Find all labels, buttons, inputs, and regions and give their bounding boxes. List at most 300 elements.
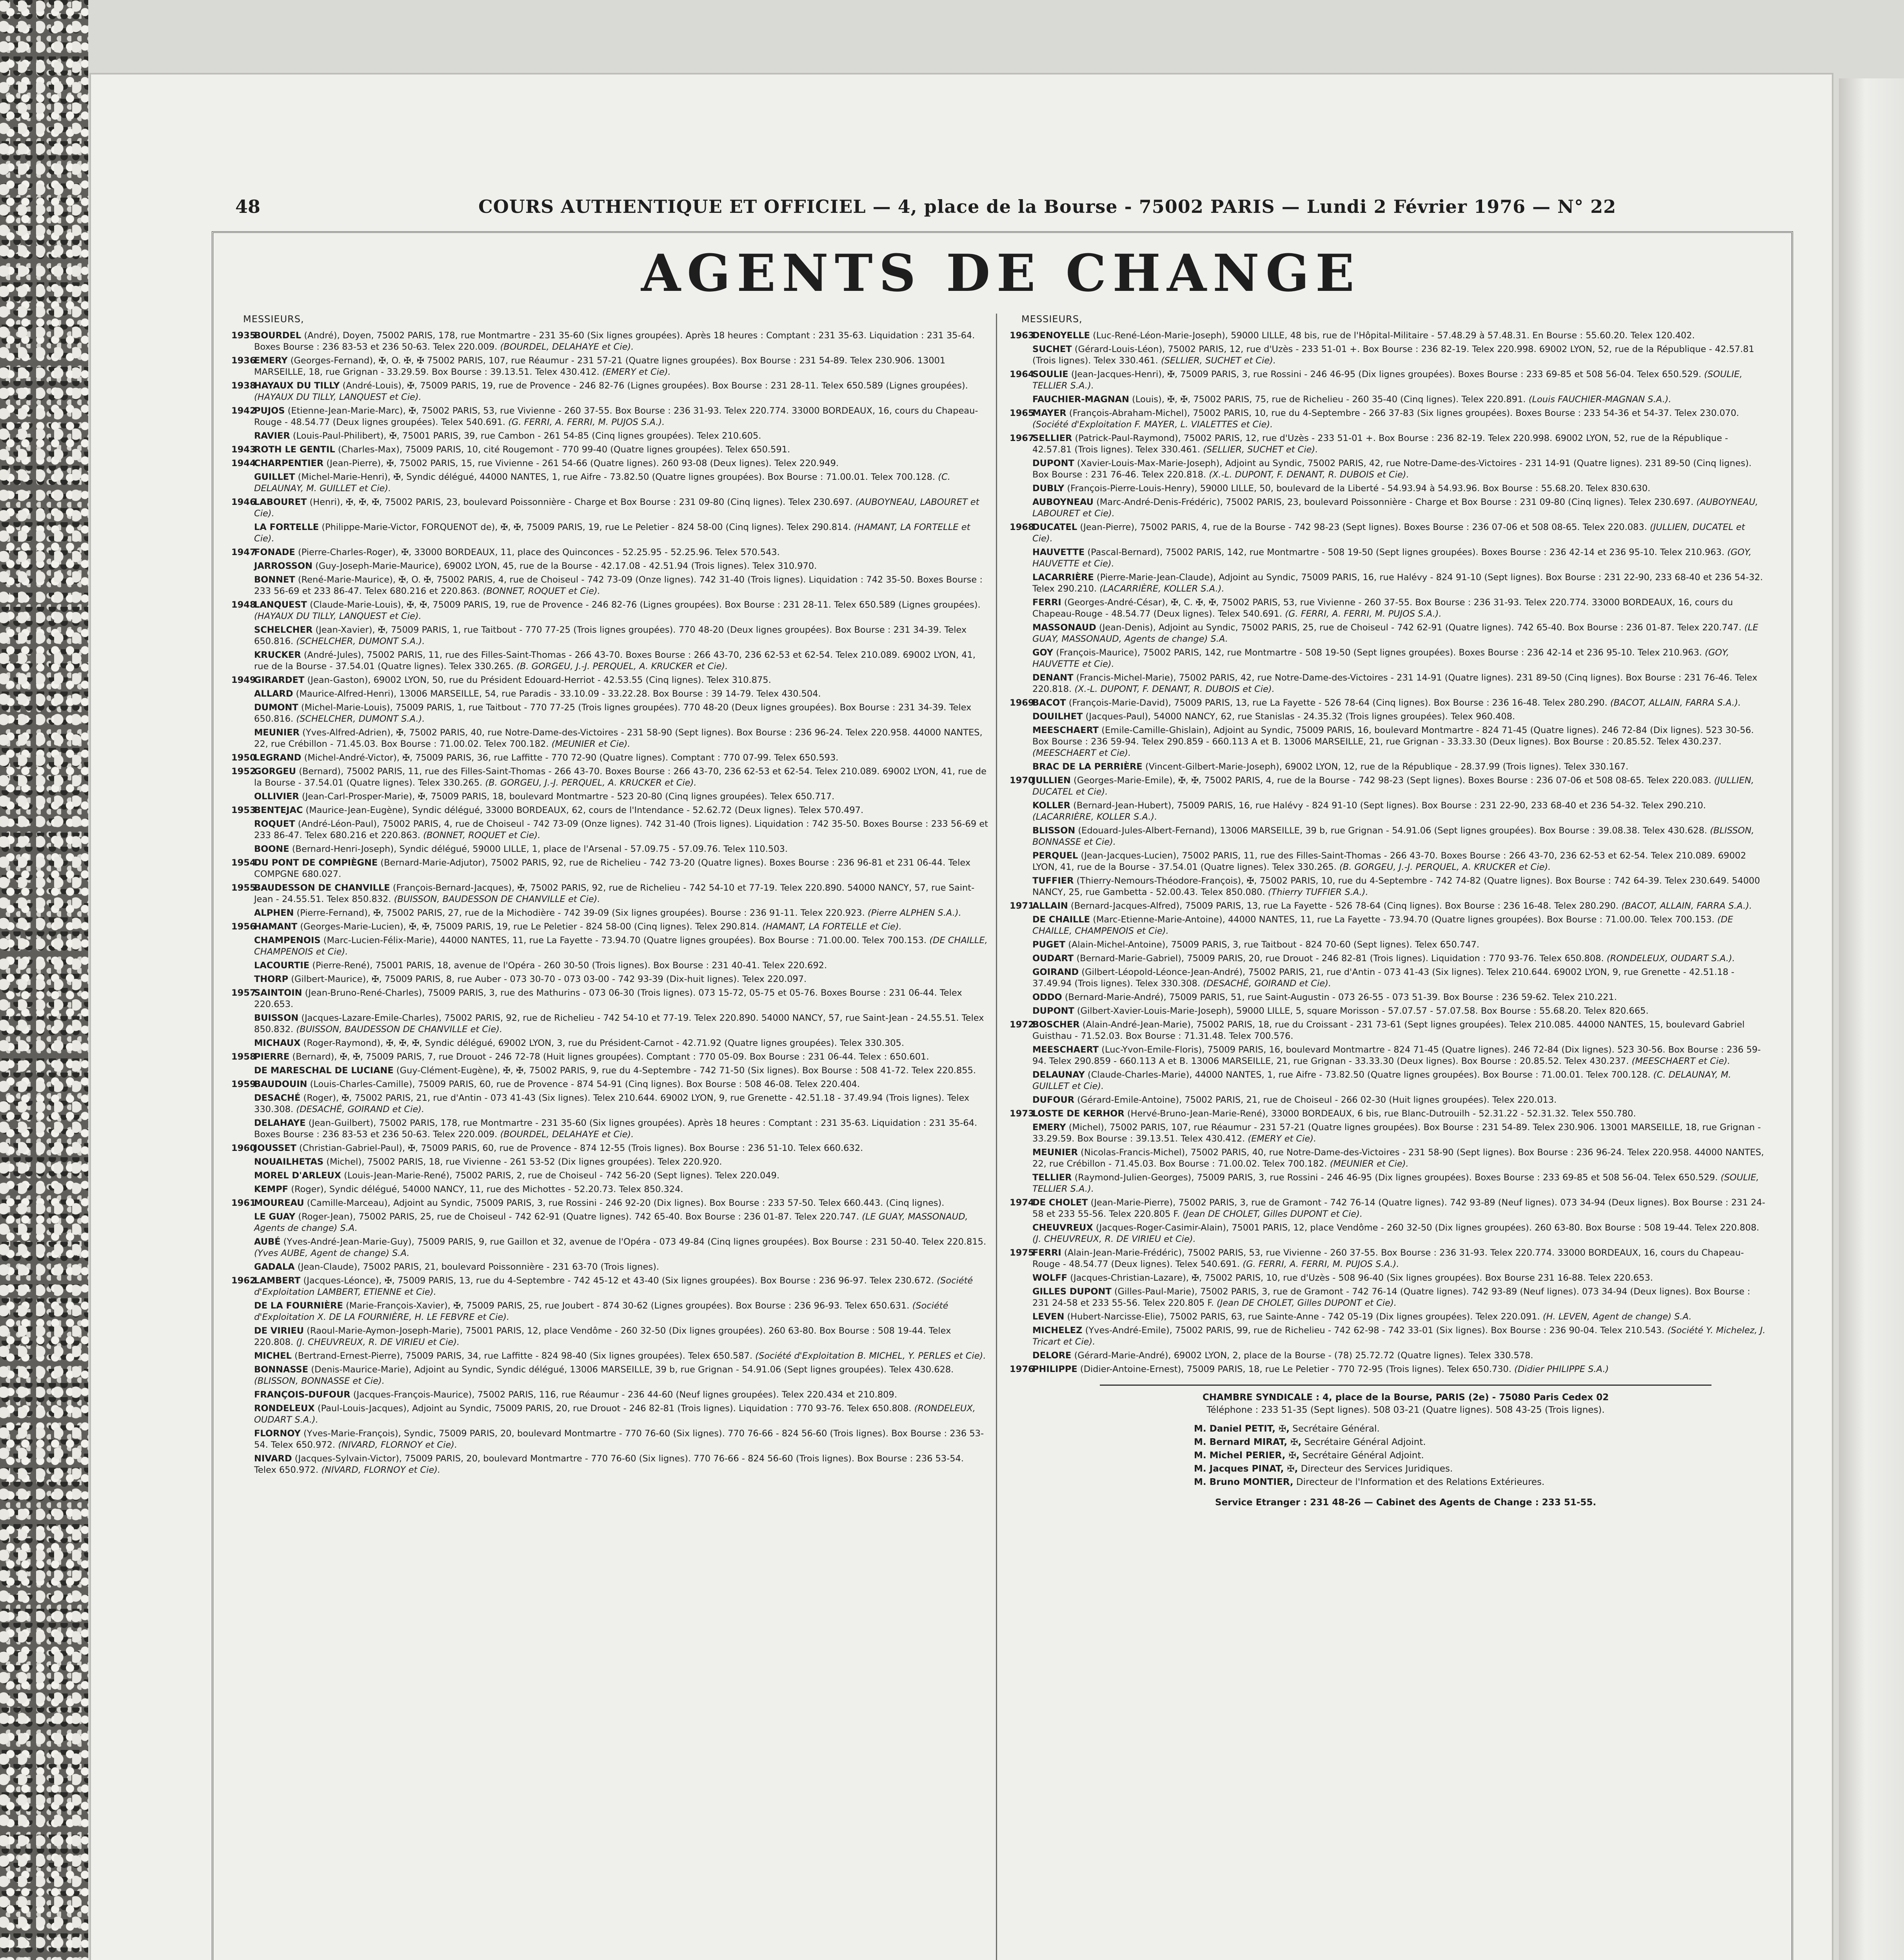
- entry-body: [1032, 483, 1766, 494]
- agent-entry: [231, 818, 988, 841]
- book-binding: [0, 0, 88, 1960]
- agent-details: (Francis-Michel-Marie), 75002 PARIS, 42, rue Notre-Dame-des-Victoires - 231 14-91 (Quatre lignes). 231 89-50 (Cinq lignes). Box Bourse : 231 76-46. Telex 220.818.: [1032, 673, 1757, 694]
- firm-note: (B. GORGEU, J.-J. PERQUEL, A. KRUCKER et Cie).: [485, 778, 697, 788]
- agent-details: (Roger), Syndic délégué, 54000 NANCY, 11, rue des Michottes - 52.20.73. Telex 850.324.: [291, 1184, 683, 1194]
- entry-body: [1032, 394, 1766, 405]
- agent-name: PERQUEL: [1032, 851, 1078, 861]
- entry-year: 1964: [1010, 369, 1034, 379]
- agent-name: GADALA: [254, 1262, 295, 1272]
- agent-name: THORP: [254, 974, 289, 984]
- entry-year: 1974: [1010, 1198, 1034, 1208]
- entry-year: [231, 844, 254, 855]
- agent-name: HAUVETTE: [1032, 547, 1085, 557]
- entry-body: [1032, 1350, 1766, 1361]
- agent-details: (Bernard-Jean-Hubert), 75009 PARIS, 16, rue Halévy - 824 91-10 (Sept lignes). Box Bourse : 231 22-90, 233 68-40 et 236 54-32. Telex 290.210.: [1073, 800, 1706, 811]
- entry-body: [254, 1156, 988, 1168]
- agent-entry: [231, 1275, 988, 1298]
- agent-name: MICHEL: [254, 1351, 292, 1361]
- entry-body: [1032, 369, 1766, 392]
- firm-note: (EMERY et Cie).: [1248, 1134, 1317, 1144]
- agent-name: DUBLY: [1032, 483, 1065, 494]
- entry-year: [1010, 1325, 1032, 1348]
- agent-name: MAYER: [1032, 408, 1066, 418]
- agent-details: (Claude-Charles-Marie), 44000 NANTES, 1, rue Aifre - 73.82.50 (Quatre lignes groupées). Box Bourse : 71.00.01. Telex 700.128.: [1087, 1070, 1651, 1080]
- entry-year: [1010, 1222, 1032, 1245]
- entry-year: [231, 1300, 254, 1323]
- agent-details: (Henri), ✠, ✠, ✠, 75002 PARIS, 23, boulevard Poissonnière - Charge et Box Bourse : 231 09-80 (Cinq lignes). Telex 230.697.: [309, 497, 853, 507]
- firm-note: (G. FERRI, A. FERRI, M. PUJOS S.A.).: [1285, 609, 1442, 619]
- firm-note: (BACOT, ALLAIN, FARRA S.A.).: [1621, 901, 1752, 911]
- agent-name: JARROSSON: [254, 561, 312, 571]
- agent-entry: [1010, 622, 1766, 645]
- entry-body: [1032, 1272, 1766, 1284]
- agent-details: (André), Doyen, 75002 PARIS, 178, rue Montmartre - 231 35-60 (Six lignes groupées). Après 18 heures : Comptant : 231 35-63. Liquidation : 231 35-64. Boxes Bourse : 236 83-53 et 236 50-63. Telex 220.009.: [254, 330, 975, 352]
- entry-body: [1032, 992, 1766, 1003]
- agent-entry: [1010, 1286, 1766, 1309]
- entry-body: [1032, 775, 1766, 798]
- agent-entry: [1010, 900, 1766, 912]
- agent-entry: [231, 805, 988, 816]
- agent-entry: [231, 1038, 988, 1049]
- firm-note: (LACARRIÈRE, KOLLER S.A.).: [1099, 584, 1225, 594]
- agent-name: PIERRE: [254, 1052, 290, 1062]
- firm-note: (HAYAUX DU TILLY, LANQUEST et Cie).: [254, 392, 421, 402]
- entry-body: [254, 935, 988, 958]
- entry-year: [231, 522, 254, 544]
- agent-name: DELORE: [1032, 1350, 1072, 1361]
- entry-body: [254, 1143, 988, 1154]
- entry-body: [254, 561, 988, 572]
- entry-body: [1032, 1311, 1766, 1323]
- entry-year: [231, 702, 254, 725]
- member-role: Secrétaire Général Adjoint.: [1304, 1437, 1426, 1447]
- agent-name: ROTH LE GENTIL: [254, 445, 335, 455]
- agent-details: (Roger-Raymond), ✠, ✠, ✠, Syndic délégué, 69002 LYON, 3, rue du Président-Carnot - 42.71.92 (Quatre lignes groupées). Telex 330.305.: [303, 1038, 905, 1048]
- agent-details: (Jacques-Roger-Casimir-Alain), 75001 PARIS, 12, place Vendôme - 260 32-50 (Dix lignes groupées). 260 63-80. Box Bourse : 508 19-44. Telex 220.808.: [1096, 1223, 1759, 1233]
- entry-body: [254, 1236, 988, 1259]
- firm-note: (B. GORGEU, J.-J. PERQUEL, A. KRUCKER et Cie).: [1339, 862, 1551, 872]
- firm-note: (Jean DE CHOLET, Gilles DUPONT et Cie).: [1217, 1298, 1397, 1308]
- agent-details: (Georges-Fernand), ✠, O. ✠, ✠ 75002 PARIS, 107, rue Réaumur - 231 57-21 (Quatre lignes groupées). Box Bourse : 231 54-89. Telex 230.906. 13001 MARSEILLE, 18, rue Grignan - 33.29.59. Box Bourse : 39.13.51. Telex 430.412.: [254, 356, 946, 377]
- firm-note: (BONNET, ROQUET et Cie).: [483, 586, 600, 596]
- entry-year: [1010, 761, 1032, 773]
- agent-entry: [231, 1453, 988, 1476]
- agent-details: (Didier-Antoine-Ernest), 75009 PARIS, 18, rue Le Peletier - 770 72-95 (Trois lignes). Telex 650.730.: [1080, 1364, 1512, 1374]
- agent-details: (Jacques-Lazare-Emile-Charles), 75002 PARIS, 92, rue de Richelieu - 742 54-10 et 77-19. Telex 220.890. 54000 NANCY, 57, rue Saint-Jean - 24.55.51. Telex 850.832.: [254, 1013, 984, 1034]
- agent-entry: [1010, 497, 1766, 519]
- entry-year: 1953: [231, 805, 256, 815]
- firm-note: (BOURDEL, DELAHAYE et Cie).: [500, 1129, 634, 1140]
- agent-name: FLORNOY: [254, 1428, 301, 1439]
- agent-entry: [1010, 875, 1766, 898]
- agent-entry: [231, 766, 988, 789]
- agent-entry: [231, 547, 988, 558]
- agent-entry: [1010, 725, 1766, 759]
- firm-note: (GOY, HAUVETTE et Cie).: [1032, 648, 1729, 669]
- agent-details: (Roger-Jean), 75002 PARIS, 25, rue de Choiseul - 742 62-91 (Quatre lignes). 742 65-40. Box Bourse : 236 01-87. Telex 220.747.: [298, 1212, 859, 1222]
- firm-note: (LE GUAY, MASSONAUD, Agents de change) S.A.: [254, 1212, 968, 1233]
- entry-body: [254, 882, 988, 905]
- agent-details: (Philippe-Marie-Victor, FORQUENOT de), ✠, ✠, 75009 PARIS, 19, rue Le Peletier - 824 58-00 (Cinq lignes). Telex 290.814.: [322, 522, 851, 532]
- agent-details: (Raoul-Marie-Aymon-Joseph-Marie), 75001 PARIS, 12, place Vendôme - 260 32-50 (Dix lignes groupées). 260 63-80. Box Bourse : 508 19-44. Telex 220.808.: [254, 1326, 951, 1347]
- agent-details: (Michel-André-Victor), ✠, 75009 PARIS, 36, rue Laffitte - 770 72-90 (Quatre lignes). Comptant : 770 07-99. Telex 650.593.: [304, 753, 839, 763]
- firm-note: (SOULIE, TELLIER S.A.).: [1032, 1172, 1759, 1194]
- firm-note: (Société d'Exploitation LAMBERT, ETIENNE et Cie).: [254, 1276, 973, 1297]
- agent-name: MOUREAU: [254, 1198, 304, 1208]
- entry-body: [254, 624, 988, 647]
- entry-year: [231, 1403, 254, 1426]
- entry-year: [1010, 711, 1032, 722]
- agent-name: FERRI: [1032, 1248, 1061, 1258]
- agent-entry: [1010, 953, 1766, 964]
- entry-body: [254, 1325, 988, 1348]
- agent-name: DUPONT: [1032, 1006, 1074, 1016]
- member-name: M. Bernard MIRAT, ✠,: [1194, 1437, 1302, 1447]
- member-row: [1194, 1449, 1711, 1462]
- agent-details: (Claude-Marie-Louis), ✠, ✠, 75009 PARIS, 19, rue de Provence - 246 82-76 (Lignes groupées). Box Bourse : 231 28-11. Telex 650.589 (Lignes groupées).: [310, 600, 981, 610]
- firm-note: (SCHELCHER, DUMONT S.A.).: [296, 636, 425, 646]
- entry-year: 1952: [231, 766, 256, 777]
- entry-year: [1010, 967, 1032, 989]
- chambre-members: [1194, 1423, 1711, 1488]
- firm-note: (SCHELCHER, DUMONT S.A.).: [296, 714, 425, 724]
- column-divider: [996, 314, 997, 1960]
- agent-entry: [231, 1364, 988, 1387]
- entry-body: [254, 1350, 988, 1362]
- entry-year: [1010, 647, 1032, 670]
- entry-body: [254, 907, 988, 919]
- entry-body: [1032, 697, 1766, 709]
- entry-year: [1010, 825, 1032, 848]
- agent-details: (Nicolas-Francis-Michel), 75002 PARIS, 40, rue Notre-Dame-des-Victoires - 231 58-90 (Sept lignes). Box Bourse : 236 96-24. Telex 220.958. 44000 NANTES, 22, rue Crébillon - 71.45.03. Box Bourse : 71.00.02. Telex 700.182.: [1032, 1147, 1764, 1169]
- member-row: [1194, 1423, 1711, 1435]
- agent-details: (Louis), ✠, ✠, 75002 PARIS, 75, rue de Richelieu - 260 35-40 (Cinq lignes). Telex 220.891.: [1132, 394, 1526, 405]
- firm-note: (LACARRIÈRE, KOLLER S.A.).: [1032, 812, 1157, 822]
- agent-entry: [1010, 1172, 1766, 1195]
- agent-details: (François-Marie-David), 75009 PARIS, 13, rue La Fayette - 526 78-64 (Cinq lignes). Box Bourse : 236 16-48. Telex 280.290.: [1068, 698, 1608, 708]
- agent-details: (François-Abraham-Michel), 75002 PARIS, 10, rue du 4-Septembre - 266 37-83 (Six lignes groupées). Boxes Bourse : 233 54-36 et 54-37. Telex 230.070.: [1069, 408, 1739, 418]
- agent-entry: [1010, 647, 1766, 670]
- entry-body: [1032, 1364, 1766, 1375]
- agent-entry: [231, 727, 988, 750]
- agent-entry: [1010, 1044, 1766, 1067]
- firm-note: (H. LEVEN, Agent de change) S.A.: [1542, 1312, 1692, 1322]
- agent-name: GIRARDET: [254, 675, 305, 685]
- agent-details: (Jean-Carl-Prosper-Marie), ✠, 75009 PARIS, 18, boulevard Montmartre - 523 20-80 (Cinq lignes groupées). Telex 650.717.: [302, 791, 835, 802]
- entry-year: [231, 1156, 254, 1168]
- agent-details: (Jacques-François-Maurice), 75002 PARIS, 116, rue Réaumur - 236 44-60 (Neuf lignes groupées). Telex 220.434 et 210.809.: [353, 1390, 897, 1400]
- agent-details: (Gilbert-Léopold-Léonce-Jean-André), 75002 PARIS, 21, rue d'Antin - 073 41-43 (Six lignes). Telex 210.644. 69002 LYON, 9, rue Grenette - 42.51.18 - 37.49.94 (Trois lignes). Telex 330.308.: [1032, 967, 1735, 989]
- agent-name: DENOYELLE: [1032, 330, 1090, 341]
- agent-name: BONNASSE: [254, 1365, 309, 1375]
- entry-body: [254, 650, 988, 672]
- firm-note: (EMERY et Cie).: [602, 367, 671, 377]
- agent-entry: [1010, 1350, 1766, 1361]
- agent-entry: [231, 688, 988, 700]
- entry-body: [1032, 1286, 1766, 1309]
- agent-list-right: [1010, 330, 1766, 1375]
- agent-name: SELLIER: [1032, 433, 1072, 443]
- agent-details: (Jean-Xavier), ✠, 75009 PARIS, 1, rue Taitbout - 770 77-25 (Trois lignes groupées). 770 48-20 (Deux lignes groupées). Box Bourse : 231 34-39. Telex 650.816.: [254, 625, 967, 646]
- agent-details: (Roger), ✠, 75002 PARIS, 21, rue d'Antin - 073 41-43 (Six lignes). Telex 210.644. 69002 LYON, 9, rue Grenette - 42.51.18 - 37.49.94 (Trois lignes). Telex 330.308.: [254, 1093, 970, 1114]
- entry-body: [1032, 939, 1766, 951]
- agent-name: KOLLER: [1032, 800, 1070, 811]
- agent-details: (Luc-Yvon-Emile-Floris), 75009 PARIS, 16, boulevard Montmartre - 824 71-45 (Quatre lignes). 246 72-84 (Dix lignes). 523 30-56. Box Bourse : 236 59-94. Telex 290.859 - 660.113 A et B. 13006 MARSEILLE, 21, rue Grignan - 33.33.30 (Deux lignes). Box Bourse : 20.85.52. Telex 430.237.: [1032, 1045, 1761, 1066]
- firm-note: (MEUNIER et Cie).: [1330, 1159, 1409, 1169]
- entry-year: [231, 1038, 254, 1049]
- agent-list-left: [231, 330, 988, 1476]
- firm-note: (BACOT, ALLAIN, FARRA S.A.).: [1610, 698, 1741, 708]
- entry-year: [231, 727, 254, 750]
- agent-entry: [231, 1198, 988, 1209]
- entry-body: [1032, 622, 1766, 645]
- entry-year: [231, 1013, 254, 1035]
- agent-details: (Marc-André-Denis-Frédéric), 75002 PARIS, 23, boulevard Poissonnière - Charge et Box Bourse : 231 09-80 (Cinq lignes). Telex 230.697.: [1096, 497, 1694, 507]
- agent-details: (Jean-Pierre), 75002 PARIS, 4, rue de la Bourse - 742 98-23 (Sept lignes). Boxes Bourse : 236 07-06 et 508 08-65. Telex 220.083.: [1080, 522, 1647, 532]
- agent-details: (Jean-Jacques-Henri), ✠, 75009 PARIS, 3, rue Rossini - 246 46-95 (Dix lignes groupées). Boxes Bourse : 233 69-85 et 508 56-04. Telex 650.529.: [1071, 369, 1701, 379]
- agent-name: HAMANT: [254, 922, 298, 932]
- agent-details: (Gérard-Louis-Léon), 75002 PARIS, 12, rue d'Uzès - 233 51-01 +. Box Bourse : 236 82-19. Telex 220.998. 69002 LYON, 52, rue de la République - 42.57.81 (Trois lignes). Telex 330.461.: [1032, 344, 1755, 366]
- agent-details: (Bertrand-Ernest-Pierre), 75009 PARIS, 34, rue Laffitte - 824 98-40 (Six lignes groupées). Telex 650.587.: [294, 1351, 753, 1361]
- firm-note: (DESACHÉ, GOIRAND et Cie).: [296, 1104, 425, 1114]
- agent-entry: [1010, 344, 1766, 367]
- entry-year: 1971: [1010, 901, 1034, 911]
- entry-year: [231, 1261, 254, 1273]
- service-etranger: Service Etranger : 231 48-26 — Cabinet des Agents de Change : 233 51-55.: [1215, 1497, 1596, 1508]
- agent-name: OLLIVIER: [254, 791, 299, 802]
- entry-body: [254, 1051, 988, 1063]
- entry-body: [254, 330, 988, 353]
- agent-entry: [1010, 369, 1766, 392]
- firm-note: (Société Y. Michelez, J. Tricart et Cie).: [1032, 1325, 1766, 1347]
- entry-year: [1010, 953, 1032, 964]
- agent-entry: [231, 857, 988, 880]
- entry-year: 1943: [231, 445, 256, 455]
- agent-entry: [1010, 775, 1766, 798]
- agent-entry: [1010, 761, 1766, 773]
- agent-entry: [1010, 672, 1766, 695]
- agent-name: TUFFIER: [1032, 876, 1074, 886]
- entry-year: [231, 907, 254, 919]
- entry-body: [254, 1364, 988, 1387]
- entry-body: [254, 921, 988, 933]
- agent-entry: [1010, 992, 1766, 1003]
- firm-note: (Société d'Exploitation B. MICHEL, Y. PERLES et Cie).: [755, 1351, 986, 1361]
- entry-year: [231, 1093, 254, 1115]
- agent-entry: [1010, 939, 1766, 951]
- agent-details: (Jacques-Léonce), ✠, 75009 PARIS, 13, rue du 4-Septembre - 742 45-12 et 43-40 (Six lignes groupées). Box Bourse : 236 96-97. Telex 230.672.: [303, 1276, 934, 1286]
- entry-year: [1010, 344, 1032, 367]
- firm-note: (C. DELAUNAY, M. GUILLET et Cie).: [254, 472, 950, 494]
- entry-year: 1973: [1010, 1109, 1034, 1119]
- agent-entry: [1010, 1019, 1766, 1042]
- entry-year: [1010, 458, 1032, 481]
- firm-note: (BUISSON, BAUDESSON DE CHANVILLE et Cie).: [394, 894, 600, 904]
- agent-entry: [231, 330, 988, 353]
- agent-entry: [1010, 572, 1766, 595]
- agent-name: BUISSON: [254, 1013, 299, 1023]
- entry-year: [1010, 1350, 1032, 1361]
- entry-body: [1032, 825, 1766, 848]
- entry-year: [231, 430, 254, 442]
- agent-name: PHILIPPE: [1032, 1364, 1077, 1374]
- agent-entry: [231, 1325, 988, 1348]
- entry-year: 1935: [231, 330, 256, 341]
- entry-year: [1010, 1094, 1032, 1106]
- firm-note: (NIVARD, FLORNOY et Cie).: [321, 1465, 441, 1475]
- agent-name: CHARPENTIER: [254, 458, 324, 468]
- firm-note: (C. DELAUNAY, M. GUILLET et Cie).: [1032, 1070, 1731, 1091]
- entry-body: [254, 472, 988, 494]
- firm-note: (MEESCHAERT et Cie).: [1032, 748, 1131, 758]
- firm-note: (DE CHAILLE, CHAMPENOIS et Cie).: [254, 935, 988, 957]
- agent-details: (Luc-René-Léon-Marie-Joseph), 59000 LILLE, 48 bis, rue de l'Hôpital-Militaire - 57.48.29 à 57.48.31. En Bourse : 55.60.20. Telex 120.402.: [1093, 330, 1695, 341]
- entry-body: [254, 688, 988, 700]
- entry-year: [1010, 1005, 1032, 1017]
- agent-details: (Michel-Marie-Henri), ✠, Syndic délégué, 44000 NANTES, 1, rue Aifre - 73.82.50 (Quatre lignes groupées). Box Bourse : 71.00.01. Telex 700.128.: [298, 472, 936, 482]
- agent-name: SOULIE: [1032, 369, 1068, 379]
- agent-entry: [231, 472, 988, 494]
- entry-year: 1960: [231, 1143, 256, 1153]
- member-role: Secrétaire Général Adjoint.: [1302, 1450, 1424, 1461]
- agent-details: (Jean-Guilbert), 75002 PARIS, 178, rue Montmartre - 231 35-60 (Six lignes groupées). Après 18 heures : Comptant : 231 35-63. Liquidation : 231 35-64. Boxes Bourse : 236 83-53 et 236 50-63. Telex 220.009.: [254, 1118, 977, 1140]
- member-role: Secrétaire Général.: [1292, 1424, 1380, 1434]
- entry-body: [1032, 1005, 1766, 1017]
- entry-year: 1959: [231, 1079, 256, 1089]
- entry-body: [1032, 408, 1766, 430]
- agent-entry: [1010, 825, 1766, 848]
- agent-name: MEUNIER: [1032, 1147, 1078, 1158]
- entry-body: [254, 1065, 988, 1076]
- agent-entry: [231, 1065, 988, 1076]
- agent-details: (Bernard-Jacques-Alfred), 75009 PARIS, 13, rue La Fayette - 526 78-64 (Cinq lignes). Box Bourse : 236 16-48. Telex 280.290.: [1070, 901, 1619, 911]
- entry-year: [231, 1211, 254, 1234]
- entry-year: [231, 1389, 254, 1401]
- agent-entry: [231, 1184, 988, 1195]
- entry-body: [254, 791, 988, 802]
- agent-entry: [1010, 597, 1766, 620]
- entry-body: [254, 675, 988, 686]
- entry-body: [254, 766, 988, 789]
- agent-entry: [1010, 458, 1766, 481]
- left-column: [231, 314, 988, 1960]
- agent-name: DE VIRIEU: [254, 1326, 304, 1336]
- agent-name: BRAC DE LA PERRIÈRE: [1032, 762, 1143, 772]
- entry-year: [1010, 1286, 1032, 1309]
- firm-note: (MEUNIER et Cie).: [551, 739, 630, 749]
- salutation: MESSIEURS,: [243, 314, 304, 325]
- entry-body: [254, 805, 988, 816]
- entry-body: [254, 987, 988, 1010]
- firm-note: (BLISSON, BONNASSE et Cie).: [1032, 826, 1754, 847]
- entry-body: [1032, 458, 1766, 481]
- agent-name: GOY: [1032, 648, 1054, 658]
- agent-details: (Guy-Joseph-Marie-Maurice), 69002 LYON, 45, rue de la Bourse - 42.17.08 - 42.51.94 (Trois lignes). Telex 310.970.: [315, 561, 817, 571]
- agent-details: (Camille-Marceau), Adjoint au Syndic, 75009 PARIS, 3, rue Rossini - 246 92-20 (Dix lignes). Box Bourse : 233 57-50. Telex 660.443. (Cinq lignes).: [307, 1198, 945, 1208]
- firm-note: (J. CHEUVREUX, R. DE VIRIEU et Cie).: [296, 1337, 460, 1347]
- agent-entry: [231, 405, 988, 428]
- agent-name: ODDO: [1032, 992, 1062, 1002]
- entry-year: [1010, 672, 1032, 695]
- agent-entry: [231, 1403, 988, 1426]
- agent-details: (Bernard), 75002 PARIS, 11, rue des Filles-Saint-Thomas - 266 43-70. Boxes Bourse : 266 43-70, 236 62-53 et 62-54. Telex 210.089. 69002 LYON, 41, rue de la Bourse - 37.54.01 (Quatre lignes). Telex 330.265.: [254, 766, 987, 788]
- firm-note: (B. GORGEU, J.-J. PERQUEL, A. KRUCKER et Cie).: [516, 661, 728, 671]
- entry-body: [1032, 900, 1766, 912]
- agent-entry: [231, 650, 988, 672]
- member-name: M. Michel PERIER, ✠,: [1194, 1450, 1300, 1461]
- agent-entry: [231, 844, 988, 855]
- entry-year: [231, 1184, 254, 1195]
- agent-entry: [1010, 1005, 1766, 1017]
- agent-details: (François-Pierre-Louis-Henry), 59000 LILLE, 50, boulevard de la Liberté - 54.93.94 à 54.93.96. Box Bourse : 55.68.20. Telex 830.630.: [1067, 483, 1651, 494]
- entry-year: 1944: [231, 458, 256, 468]
- agent-details: (François-Bernard-Jacques), ✠, 75002 PARIS, 92, rue de Richelieu - 742 54-10 et 77-19. Telex 220.890. 54000 NANCY, 57, rue Saint-Jean - 24.55.51. Telex 850.832.: [254, 883, 975, 904]
- entry-year: 1963: [1010, 330, 1034, 341]
- entry-year: 1961: [231, 1198, 256, 1208]
- entry-year: 1946: [231, 497, 256, 507]
- firm-note: (G. FERRI, A. FERRI, M. PUJOS S.A.).: [1243, 1259, 1399, 1269]
- agent-entry: [1010, 1122, 1766, 1145]
- entry-body: [254, 844, 988, 855]
- agent-entry: [1010, 850, 1766, 873]
- entry-body: [1032, 1019, 1766, 1042]
- entry-body: [254, 1261, 988, 1273]
- agent-details: (Gérard-Marie-André), 69002 LYON, 2, place de la Bourse - (78) 25.72.72 (Quatre lignes). Telex 330.578.: [1074, 1350, 1533, 1361]
- agent-entry: [231, 675, 988, 686]
- agent-details: (Jacques-Paul), 54000 NANCY, 62, rue Stanislas - 24.35.32 (Trois lignes groupées). Telex 960.408.: [1085, 711, 1515, 722]
- firm-note: (GOY, HAUVETTE et Cie).: [1032, 547, 1752, 569]
- agent-name: MICHELEZ: [1032, 1325, 1083, 1336]
- salutation: MESSIEURS,: [1021, 314, 1083, 325]
- agent-name: GILLES DUPONT: [1032, 1287, 1112, 1297]
- next-page-edge: [1839, 78, 1904, 1960]
- agent-details: (Jean-Jacques-Lucien), 75002 PARIS, 11, rue des Filles-Saint-Thomas - 266 43-70. Boxes Bourse : 266 43-70, 236 62-53 et 62-54. Telex 210.089. 69002 LYON, 41, rue de la Bourse - 37.54.01 (Quatre lignes). Telex 330.265.: [1032, 851, 1746, 872]
- firm-note: (MEESCHAERT et Cie).: [1631, 1056, 1730, 1066]
- agent-name: JOUSSET: [254, 1143, 296, 1153]
- entry-body: [254, 599, 988, 622]
- firm-note: (RONDELEUX, OUDART S.A.).: [1606, 953, 1735, 964]
- agent-name: CHEUVREUX: [1032, 1223, 1093, 1233]
- agent-name: BOSCHER: [1032, 1020, 1080, 1030]
- entry-year: 1949: [231, 675, 256, 685]
- firm-note: (JULLIEN, DUCATEL et Cie).: [1032, 775, 1754, 797]
- agent-name: DE CHOLET: [1032, 1198, 1088, 1208]
- agent-entry: [1010, 547, 1766, 570]
- agent-details: (Gilbert-Xavier-Louis-Marie-Joseph), 59000 LILLE, 5, square Morisson - 57.07.57 - 57.07.58. Box Bourse : 55.68.20. Telex 820.665.: [1077, 1006, 1649, 1016]
- agent-entry: [231, 574, 988, 597]
- entry-body: [254, 752, 988, 764]
- entry-body: [254, 1403, 988, 1426]
- agent-entry: [231, 522, 988, 544]
- entry-year: [1010, 572, 1032, 595]
- agent-entry: [231, 882, 988, 905]
- agent-details: (Maurice-Jean-Eugène), Syndic délégué, 33000 BORDEAUX, 62, cours de l'Intendance - 52.62.72 (Deux lignes). Telex 570.497.: [305, 805, 864, 815]
- entry-year: [1010, 547, 1032, 570]
- agent-name: BAUDOUIN: [254, 1079, 307, 1089]
- agent-details: (Bernard-Marie-Adjutor), 75002 PARIS, 92, rue de Richelieu - 742 73-20 (Quatre lignes). Boxes Bourse : 236 96-81 et 231 06-44. Telex COMPGNE 680.027.: [254, 858, 971, 879]
- agent-name: ALLARD: [254, 689, 293, 699]
- entry-body: [1032, 1197, 1766, 1220]
- agent-name: LABOURET: [254, 497, 307, 507]
- agent-entry: [231, 430, 988, 442]
- agent-details: (Jean-Pierre), ✠, 75002 PARIS, 15, rue Vivienne - 261 54-66 (Quatre lignes). 260 93-08 (Deux lignes). Telex 220.949.: [326, 458, 839, 468]
- firm-note: (HAMANT, LA FORTELLE et Cie).: [762, 922, 902, 932]
- agent-details: (Charles-Max), 75009 PARIS, 10, cité Rougemont - 770 99-40 (Quatre lignes groupées). Telex 650.591.: [338, 445, 790, 455]
- firm-note: (BLISSON, BONNASSE et Cie).: [254, 1376, 385, 1386]
- agent-name: LACARRIÈRE: [1032, 572, 1094, 583]
- agent-name: EMERY: [1032, 1122, 1066, 1132]
- entry-body: [254, 1118, 988, 1140]
